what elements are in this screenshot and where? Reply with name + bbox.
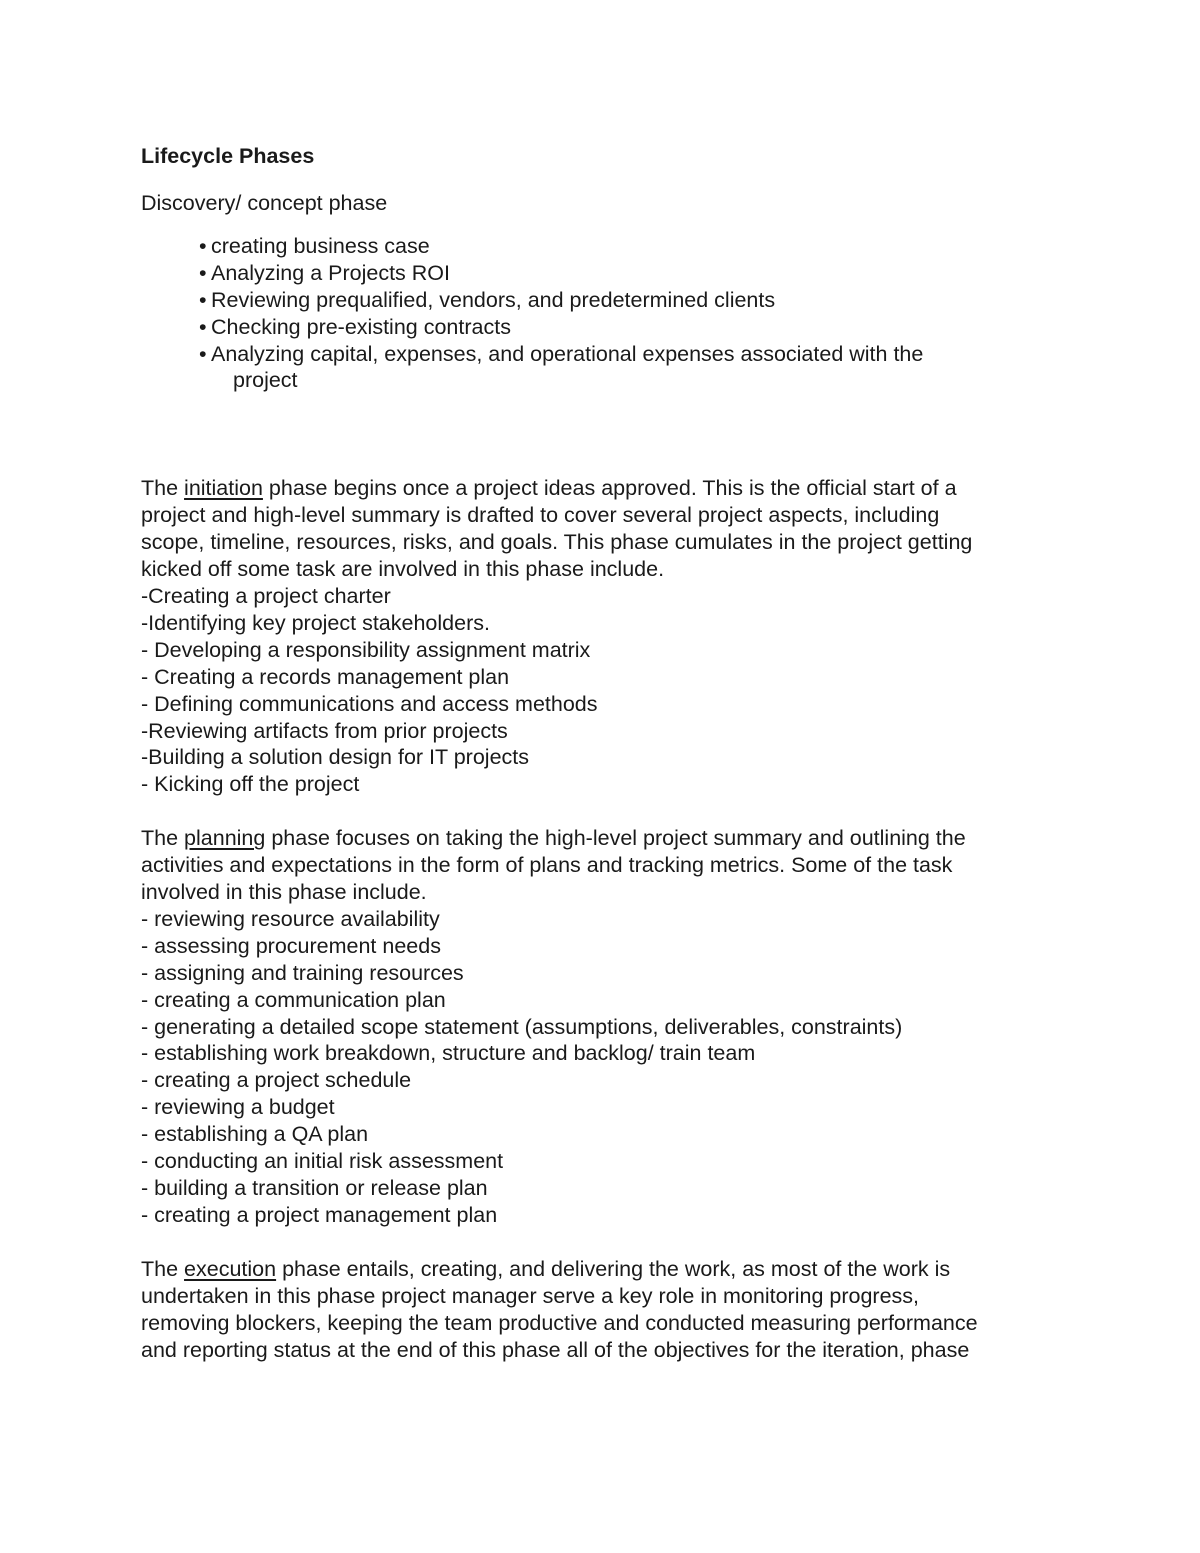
list-item: - creating a project management plan xyxy=(141,1202,498,1227)
list-item: - Defining communications and access methods xyxy=(141,691,598,716)
initiation-paragraph: The initiation phase begins once a project ideas approved. This is the official start of a project and high-level summary is drafted to cover several project aspects, including scope, timeline, resources, risks, and goals. This phase cumulates in the project getting kicked off some task are involved in this phase include. xyxy=(141,476,973,582)
execution-paragraph: The execution phase entails, creating, and delivering the work, as most of the work is undertaken in this phase project manager serve a key role in monitoring progress, removing blockers, keeping the team productive and conducted measuring performance and reporting status at the end of this phase all of the objectives for the iteration, phase xyxy=(141,1256,978,1362)
initiation-keyword: initiation xyxy=(184,476,263,501)
list-item: - Kicking off the project xyxy=(141,772,360,797)
initiation-task-list xyxy=(141,583,1071,798)
list-item: -Reviewing artifacts from prior projects xyxy=(141,718,508,743)
list-item: • Checking pre-existing contracts xyxy=(199,314,511,339)
bullet-icon: • xyxy=(199,287,207,312)
list-item: - creating a communication plan xyxy=(141,987,446,1012)
list-item: - building a transition or release plan xyxy=(141,1176,488,1200)
list-item: - conducting an initial risk assessment xyxy=(141,1149,504,1174)
bullet-icon: • xyxy=(199,233,207,258)
document-title: Lifecycle Phases xyxy=(141,144,315,168)
list-item: • Reviewing prequalified, vendors, and predetermined clients xyxy=(199,287,776,312)
list-item: -Building a solution design for IT projects xyxy=(141,745,530,770)
bullet-icon: • xyxy=(199,314,207,339)
bullet-icon: • xyxy=(199,260,207,285)
bullet-icon: • xyxy=(199,341,207,366)
list-item: - reviewing a budget xyxy=(141,1095,335,1120)
execution-keyword: execution xyxy=(184,1256,277,1281)
planning-keyword: planning xyxy=(184,826,266,851)
list-item: - creating a project schedule xyxy=(141,1068,412,1093)
list-item: - Creating a records management plan xyxy=(141,664,510,689)
list-item: • Analyzing capital, expenses, and operational expenses associated with the project xyxy=(199,341,1071,395)
list-item: -Creating a project charter xyxy=(141,583,391,608)
list-item: - establishing a QA plan xyxy=(141,1122,369,1147)
list-item: - assessing procurement needs xyxy=(141,933,441,958)
document-page xyxy=(141,138,1071,1363)
list-item: - establishing work breakdown, structure and backlog/ train team xyxy=(141,1041,756,1066)
list-item: - generating a detailed scope statement (assumptions, deliverables, constraints) xyxy=(141,1014,903,1039)
discovery-heading: Discovery/ concept phase xyxy=(141,191,388,215)
planning-task-list xyxy=(141,906,1071,1229)
list-item: - assigning and training resources xyxy=(141,960,464,985)
list-item: -Identifying key project stakeholders. xyxy=(141,610,490,635)
discovery-bullet-list xyxy=(141,233,1071,394)
list-item: - Developing a responsibility assignment matrix xyxy=(141,637,591,662)
planning-paragraph: The planning phase focuses on taking the high-level project summary and outlining the activities and expectations in the form of plans and tracking metrics. Some of the task involved in this phase include. xyxy=(141,826,966,905)
list-item: - reviewing resource availability xyxy=(141,906,440,931)
bullet-continuation: project xyxy=(233,368,298,393)
list-item: • Analyzing a Projects ROI xyxy=(199,260,450,285)
list-item: • creating business case xyxy=(199,233,430,258)
